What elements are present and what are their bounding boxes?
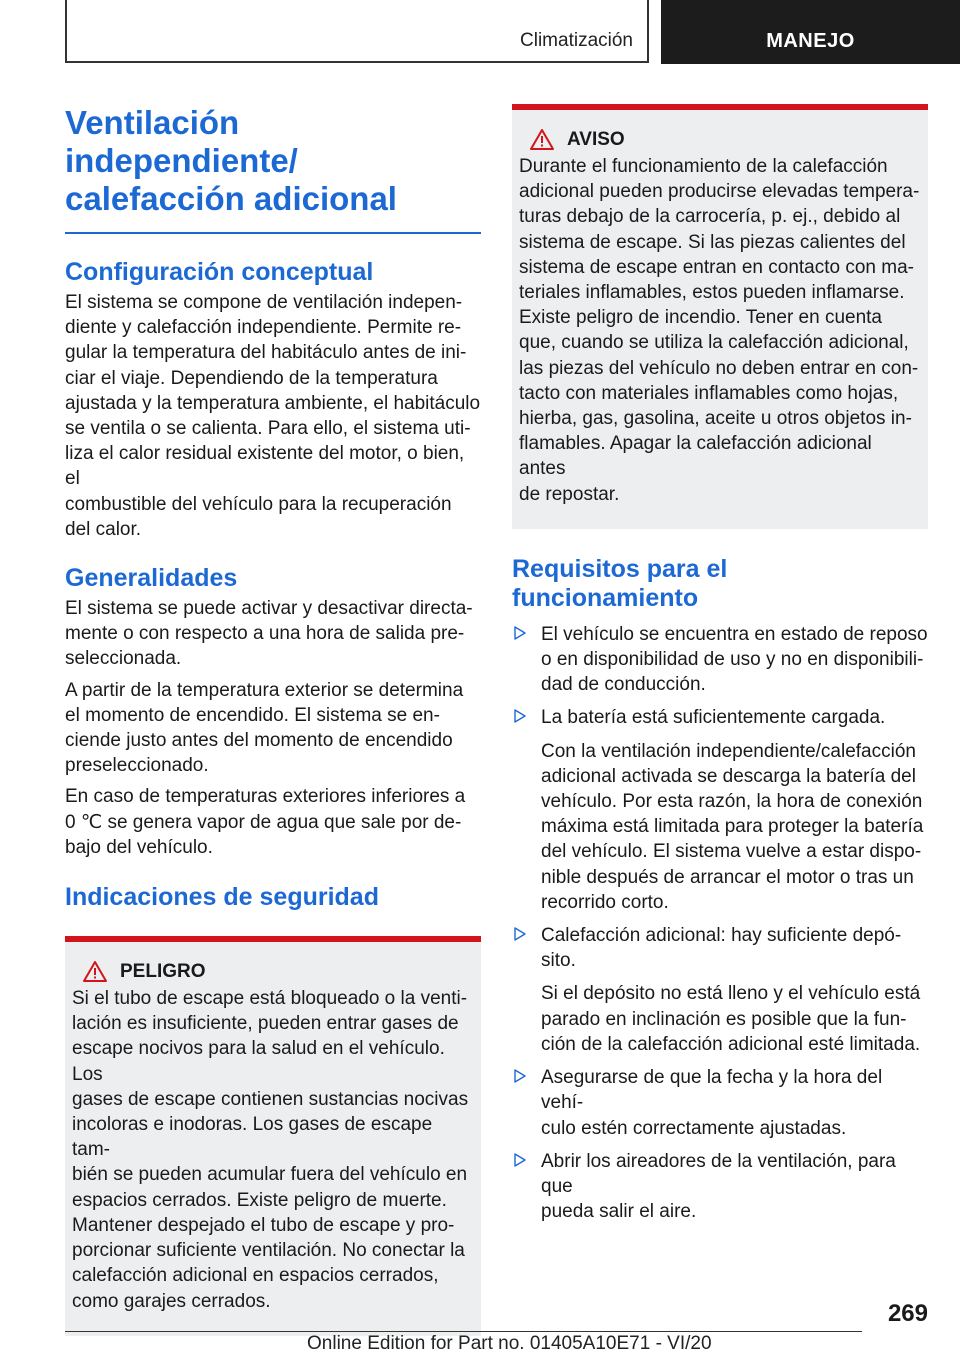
danger-line: lación es insuficiente, pueden entrar gases de bbox=[72, 1013, 459, 1035]
list-item-detail bbox=[541, 739, 928, 915]
danger-box bbox=[65, 936, 481, 1336]
general-line: preseleccionado. bbox=[65, 755, 209, 777]
header-section-frame bbox=[65, 0, 649, 63]
danger-line: gases de escape contienen sustancias nocivas bbox=[72, 1088, 469, 1110]
general-line: seleccionada. bbox=[65, 648, 182, 670]
danger-box-title: PELIGRO bbox=[120, 961, 206, 983]
detail-line: máxima está limitada para proteger la batería bbox=[541, 816, 924, 838]
detail-line: Si el depósito no está lleno y el vehículo está bbox=[541, 983, 921, 1005]
list-item bbox=[512, 923, 928, 1057]
heading-general: Generalidades bbox=[65, 564, 238, 593]
warning-triangle-icon bbox=[519, 128, 565, 152]
header-chapter-label: MANEJO bbox=[766, 30, 855, 52]
general-line: A partir de la temperatura exterior se determina bbox=[65, 679, 464, 701]
danger-line: calefacción adicional en espacios cerrados, bbox=[72, 1265, 439, 1287]
concept-line: ajustada y la temperatura ambiente, el habitáculo bbox=[65, 392, 481, 414]
general-paragraph-2 bbox=[65, 678, 481, 779]
notice-line: flamables. Apagar la calefacción adicional antes bbox=[519, 433, 872, 480]
footer-rule bbox=[65, 1331, 862, 1332]
notice-line: turas debajo de la carrocería, p. ej., debido al bbox=[519, 206, 901, 228]
list-item-line: dad de conducción. bbox=[541, 674, 706, 696]
heading-concept: Configuración conceptual bbox=[65, 258, 374, 286]
detail-line: del vehículo. El sistema vuelve a estar dispo- bbox=[541, 841, 922, 863]
danger-box-text bbox=[72, 986, 474, 1314]
notice-line: Existe peligro de incendio. Tener en cuenta bbox=[519, 307, 883, 329]
triangle-right-arrow-icon bbox=[514, 626, 526, 640]
general-line: 0 ℃ se genera vapor de agua que sale por de- bbox=[65, 811, 462, 833]
detail-line: adicional activada se descarga la batería del bbox=[541, 765, 916, 787]
notice-box-title: AVISO bbox=[567, 129, 625, 150]
concept-line: liza el calor residual existente del motor, o bien, el bbox=[65, 443, 465, 490]
list-item-line: Calefacción adicional: hay suficiente depó- bbox=[541, 925, 902, 947]
notice-line: tacto con materiales inflamables como hojas, bbox=[519, 382, 899, 404]
page-title-line-1: Ventilación independiente/ bbox=[65, 104, 298, 179]
notice-line: adicional pueden producirse elevadas tempera- bbox=[519, 181, 920, 203]
notice-line: de repostar. bbox=[519, 483, 620, 505]
list-item bbox=[512, 1065, 928, 1141]
notice-box bbox=[512, 104, 928, 529]
warning-triangle-icon bbox=[72, 960, 118, 984]
footer-edition: Online Edition for Part no. 01405A10E71 - VI/20 bbox=[307, 1333, 712, 1354]
concept-line: combustible del vehículo para la recuperación bbox=[65, 493, 452, 515]
concept-line: gular la temperatura del habitáculo antes de ini- bbox=[65, 342, 467, 364]
concept-line: se ventila o se calienta. Para ello, el sistema uti- bbox=[65, 418, 471, 440]
list-item bbox=[512, 622, 928, 698]
heading-requirements-line-1: Requisitos para el bbox=[512, 554, 728, 583]
detail-line: Con la ventilación independiente/calefacción bbox=[541, 740, 916, 762]
list-item bbox=[512, 705, 928, 915]
triangle-right-arrow-icon bbox=[514, 1153, 526, 1167]
header-chapter-tab bbox=[661, 0, 960, 64]
notice-line: que, cuando se utiliza la calefacción adicional, bbox=[519, 332, 909, 354]
list-item-line: sito. bbox=[541, 950, 576, 972]
general-line: En caso de temperaturas exteriores inferiores a bbox=[65, 786, 466, 808]
notice-line: sistema de escape. Si las piezas calientes del bbox=[519, 231, 906, 253]
concept-line: El sistema se compone de ventilación indepen- bbox=[65, 292, 463, 313]
right-column bbox=[512, 104, 928, 1224]
danger-line: espacios cerrados. Existe peligro de muerte. bbox=[72, 1189, 447, 1211]
detail-line: recorrido corto. bbox=[541, 891, 669, 913]
list-item-line: Asegurarse de que la fecha y la hora del vehí- bbox=[541, 1067, 883, 1114]
danger-line: escape nocivos para la salud en el vehículo. Los bbox=[72, 1038, 445, 1085]
list-item-line: pueda salir el aire. bbox=[541, 1201, 697, 1223]
detail-line: vehículo. Por esta razón, la hora de conexión bbox=[541, 791, 923, 813]
heading-safety: Indicaciones de seguridad bbox=[65, 883, 379, 912]
triangle-right-arrow-icon bbox=[514, 927, 526, 941]
detail-line: nible después de arrancar el motor o tras un bbox=[541, 866, 914, 888]
concept-line: ciar el viaje. Dependiendo de la temperatura bbox=[65, 367, 438, 389]
danger-line: porcionar suficiente ventilación. No conectar la bbox=[72, 1240, 465, 1262]
list-item-line: El vehículo se encuentra en estado de reposo bbox=[541, 623, 928, 645]
heading-requirements-line-2: funcionamiento bbox=[512, 583, 699, 612]
notice-box-text bbox=[519, 154, 921, 507]
general-line: el momento de encendido. El sistema se en- bbox=[65, 704, 440, 726]
heading-requirements bbox=[512, 555, 928, 613]
concept-line: del calor. bbox=[65, 518, 142, 540]
general-line: ciende justo antes del momento de encendido bbox=[65, 730, 453, 752]
general-line: El sistema se puede activar y desactivar directa- bbox=[65, 598, 473, 620]
list-item-line: Abrir los aireadores de la ventilación, para que bbox=[541, 1150, 896, 1197]
danger-line: bién se pueden acumular fuera del vehículo en bbox=[72, 1164, 468, 1186]
list-item-detail bbox=[541, 981, 928, 1057]
page-title-line-2: calefacción adicional bbox=[65, 180, 397, 217]
danger-line: incoloras e inodoras. Los gases de escape tam- bbox=[72, 1114, 433, 1161]
notice-line: sistema de escape entran en contacto con ma- bbox=[519, 256, 915, 278]
title-rule bbox=[65, 232, 481, 234]
triangle-right-arrow-icon bbox=[514, 1069, 526, 1083]
concept-line: diente y calefacción independiente. Permite re- bbox=[65, 317, 462, 339]
general-paragraph-1 bbox=[65, 596, 481, 672]
general-paragraph-3 bbox=[65, 784, 481, 860]
list-item-line: La batería está suficientemente cargada. bbox=[541, 707, 886, 729]
concept-paragraph bbox=[65, 290, 481, 542]
triangle-right-arrow-icon bbox=[514, 709, 526, 723]
requirements-list bbox=[512, 622, 928, 1224]
general-line: mente o con respecto a una hora de salida pre- bbox=[65, 623, 465, 645]
notice-line: las piezas del vehículo no deben entrar en con- bbox=[519, 357, 919, 379]
page-number: 269 bbox=[887, 1300, 928, 1327]
general-line: bajo del vehículo. bbox=[65, 836, 213, 858]
notice-line: hierba, gas, gasolina, aceite u otros objetos in- bbox=[519, 408, 912, 430]
danger-line: como garajes cerrados. bbox=[72, 1290, 271, 1312]
danger-line: Mantener despejado el tubo de escape y pro- bbox=[72, 1214, 455, 1236]
detail-line: ción de la calefacción adicional esté limitada. bbox=[541, 1033, 921, 1055]
danger-box-header bbox=[72, 960, 474, 984]
page-title bbox=[65, 104, 481, 218]
left-column bbox=[65, 104, 481, 1336]
header-section-title: Climatización bbox=[520, 30, 633, 51]
notice-line: Durante el funcionamiento de la calefacción bbox=[519, 156, 888, 177]
list-item-line: o en disponibilidad de uso y no en disponibili- bbox=[541, 649, 924, 671]
notice-line: teriales inflamables, estos pueden inflamarse. bbox=[519, 282, 905, 304]
list-item-line: culo estén correctamente ajustadas. bbox=[541, 1117, 847, 1139]
list-item bbox=[512, 1149, 928, 1225]
notice-box-header bbox=[519, 128, 921, 152]
danger-line: Si el tubo de escape está bloqueado o la venti- bbox=[72, 988, 468, 1010]
detail-line: parado en inclinación es posible que la fun- bbox=[541, 1008, 907, 1030]
